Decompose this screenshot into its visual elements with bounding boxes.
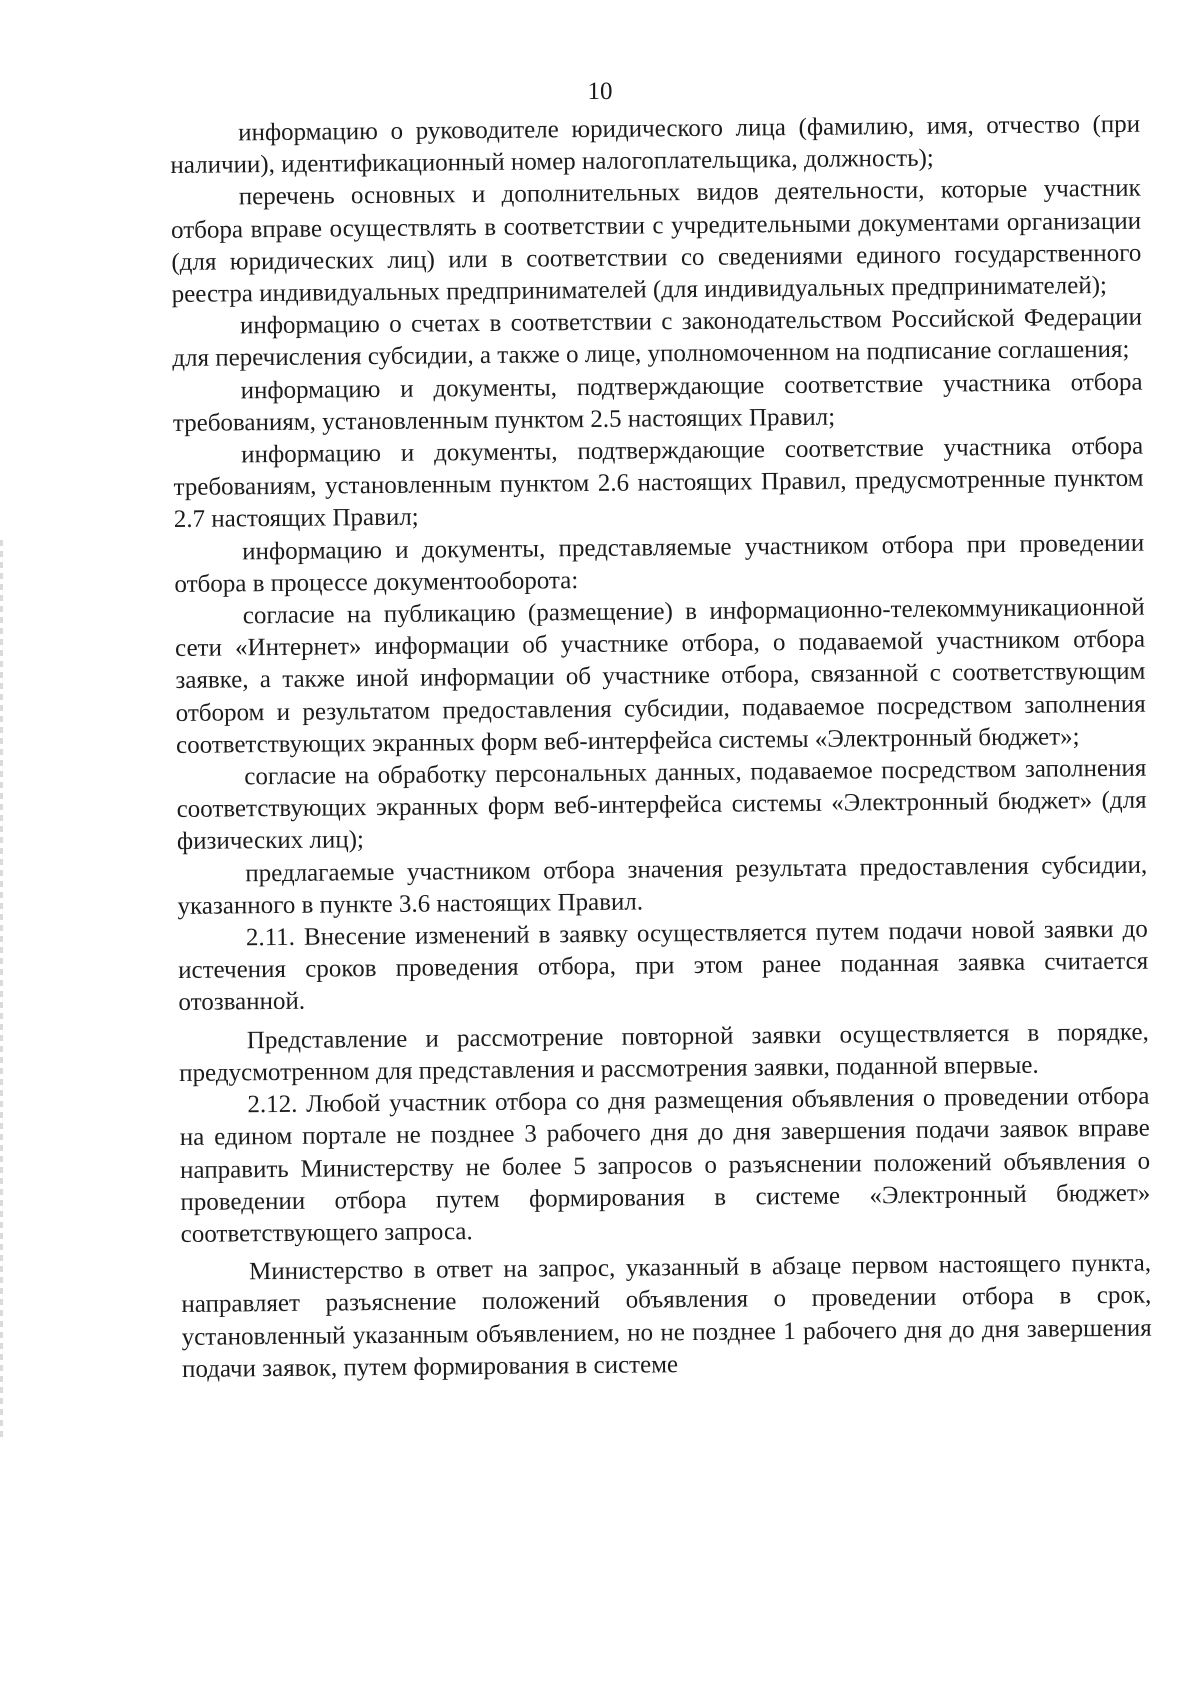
page-number: 10 <box>587 78 613 105</box>
paragraph-publication-consent: согласие на публикацию (размещение) в информационно-телекоммуникационной сети «Интернет» информации об участнике отбора, о подаваемой участником отбора заявке, а также иной информации об участнике отбора, связанной с соответствующим отбором и результатом предоставления субсидии, подаваемое посредством заполнения соответствующих экранных форм веб-интерфейса системы «Электронный бюджет»; <box>174 593 1146 759</box>
paragraph-director-info: информацию о руководителе юридического лица (фамилию, имя, отчество (при наличии), идентификационный номер налогоплательщика, должность); <box>170 110 1141 180</box>
paragraph-clause-2-11: 2.11. Внесение изменений в заявку осуществляется путем подачи новой заявки до истечения сроков проведения отбора, при этом ранее поданная заявка считается отозванной. <box>178 915 1149 1017</box>
paragraph-ministry-response: Министерство в ответ на запрос, указанный в абзаце первом настоящего пункта, направляет разъяснение положений объявления о проведении отбора в срок, установленный указанным объявлением, но не позднее 1 рабочего дня до дня завершения подачи заявок, путем формирования в системе <box>181 1249 1152 1383</box>
paragraph-document-flow: информацию и документы, представляемые участником отбора при проведении отбора в процессе документооборота: <box>174 529 1145 598</box>
scan-edge-artifact <box>0 540 3 1440</box>
paragraph-clause-2-12: 2.12. Любой участник отбора со дня размещения объявления о проведении отбора на едином портале не позднее 3 рабочего дня до дня завершения подачи заявок вправе направить Министерству не более 5 запросов о разъяснении положений объявления о проведении отбора путем формирования в системе «Электронный бюджет» соответствующего запроса. <box>179 1082 1151 1248</box>
paragraph-requirements-2-6: информацию и документы, подтверждающие соответствие участника отбора требованиям, установленным пунктом 2.6 настоящих Правил, предусмотренные пунктом 2.7 настоящих Правил; <box>173 432 1144 534</box>
paragraph-requirements-2-5: информацию и документы, подтверждающие соответствие участника отбора требованиям, установленным пунктом 2.5 настоящих Правил; <box>172 368 1143 437</box>
paragraph-personal-data-consent: согласие на обработку персональных данных, подаваемое посредством заполнения соответствующих экранных форм веб-интерфейса системы «Электронный бюджет» (для физических лиц); <box>176 754 1147 856</box>
paragraph-accounts-info: информацию о счетах в соответствии с законодательством Российской Федерации для перечисления субсидии, а также о лице, уполномоченном на подписание соглашения; <box>172 303 1143 373</box>
paragraph-activity-types: перечень основных и дополнительных видов деятельности, которые участник отбора вправе осуществлять в соответствии с учредительными документами организации (для юридических лиц) или в соответствии со сведениями единого государственного реестра индивидуальных предпринимателей (для индивидуальных предпринимателей); <box>170 175 1142 309</box>
paragraph-result-values: предлагаемые участником отбора значения результата предоставления субсидии, указанного в пункте 3.6 настоящих Правил. <box>177 851 1148 920</box>
paragraph-repeat-application: Представление и рассмотрение повторной заявки осуществляется в порядке, предусмотренном для представления и рассмотрения заявки, поданной впервые. <box>179 1018 1149 1087</box>
document-body <box>170 109 1152 1386</box>
